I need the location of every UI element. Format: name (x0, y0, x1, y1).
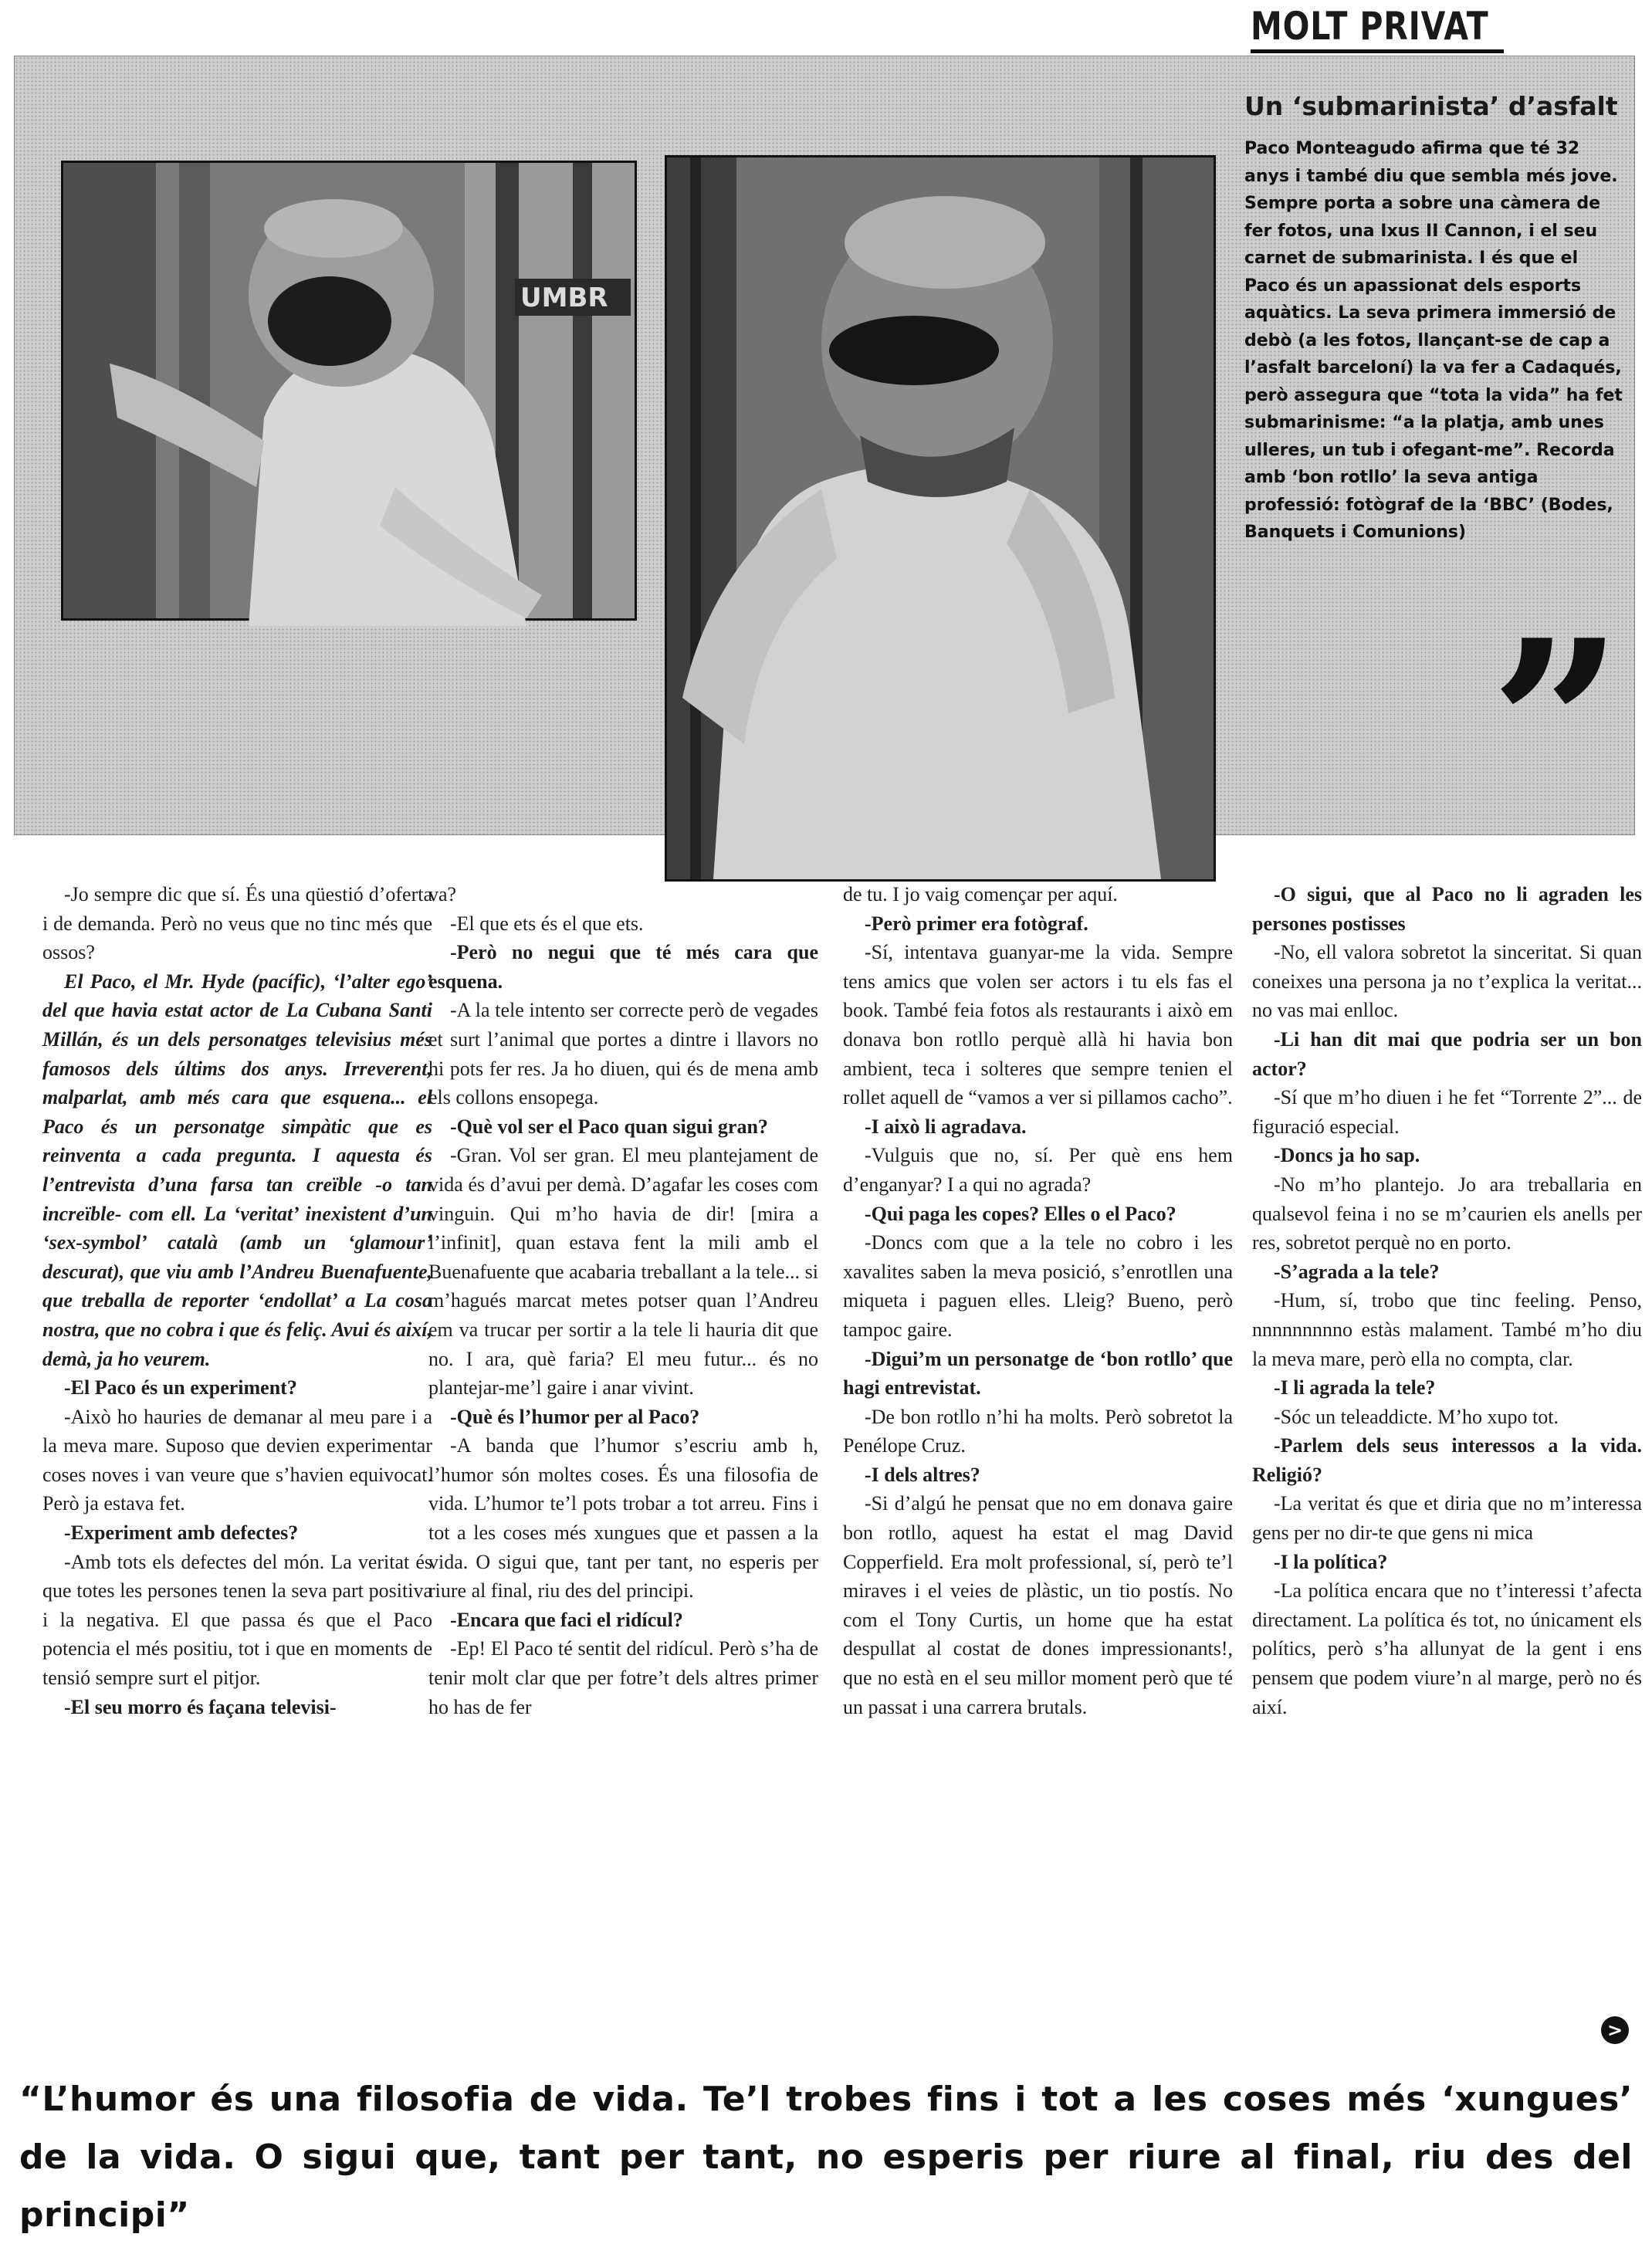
interview-question: -Encara que faci el ridícul? (450, 1608, 683, 1631)
interview-question: -O sigui, que al Paco no li agraden les persones postisses (1252, 883, 1642, 935)
interview-answer: -La veritat és que et diria que no m’interessa gens per no dir-te que gens ni mica (1252, 1492, 1642, 1545)
interview-answer: -Ep! El Paco té sentit del ridícul. Però s’ha de tenir molt clar que per fotre’t dels altres primer ho has de fer (428, 1637, 818, 1718)
interview-question: -I això li agradava. (865, 1115, 1027, 1138)
continue-arrow-icon: > (1601, 2016, 1629, 2044)
interview-answer: -A la tele intento ser correcte però de vegades et surt l’animal que portes a dintre i llavors no hi pots fer res. Ja ho diuen, qui és de mena amb els collons ensopega. (428, 999, 818, 1109)
interview-question: -Doncs ja ho sap. (1274, 1144, 1420, 1167)
article-column-1 (42, 880, 432, 1721)
interview-answer: -Gran. Vol ser gran. El meu plantejament de vida és d’avui per demà. D’agafar les coses com vinguin. Qui m’ho havia de dir! [mira a l’infinit], quan estava fent la mili amb el Buenafuente que acabaria treballant a la tele... si m’hagués marcat metes potser quan l’Andreu em va trucar per sortir a la tele li hauria dit que no. I ara, què faria? El meu futur... és no plantejar-me’l gaire i anar vivint. (428, 1144, 818, 1400)
interview-answer: -Sóc un teleaddicte. M’ho xupo tot. (1274, 1405, 1559, 1428)
photo-diver-wall (61, 161, 637, 621)
interview-answer: -El que ets és el que ets. (450, 912, 644, 935)
interview-answer: -No m’ho plantejo. Jo ara treballaria en qualsevol feina i no se m’caurien els anells per res, sobretot perquè no en porto. (1252, 1173, 1642, 1254)
pull-quote: “L’humor és una filosofia de vida. Te’l trobes fins i tot a les coses més ‘xungues’ de la vida. O sigui que, tant per tant, no esperis per riure al final, riu des del principi” (19, 2080, 1633, 2235)
photo-man-sweater (665, 155, 1216, 882)
interview-answer: -Sí que m’ho diuen i he fet “Torrente 2”... de figuració especial. (1252, 1086, 1642, 1138)
interview-answer: -Doncs com que a la tele no cobro i les xavalites saben la meva posició, s’enrotllen una miqueta i paguen elles. Lleig? Bueno, però tampoc gaire. (843, 1231, 1233, 1341)
kicker-header: MOLT PRIVAT (1251, 3, 1504, 53)
interview-question: -Digui’m un personatge de ‘bon rotllo’ que hagi entrevistat. (843, 1347, 1233, 1400)
interview-question: -Què vol ser el Paco quan sigui gran? (450, 1115, 768, 1138)
interview-question: -S’agrada a la tele? (1274, 1260, 1440, 1283)
interview-answer: -No, ell valora sobretot la sinceritat. Si quan coneixes una persona ja no t’explica la veritat... no vas mai enlloc. (1252, 941, 1642, 1022)
interview-question: -I la política? (1274, 1550, 1388, 1573)
article-column-4 (1252, 880, 1642, 1721)
interview-answer: de tu. I jo vaig començar per aquí. (843, 883, 1118, 905)
sidebar-text: Paco Monteagudo afirma que té 32 anys i també diu que sembla més jove. Sempre porta a sobre una càmera de fer fotos, una Ixus II Cannon, i el seu carnet de submarinista. I és que el Paco és un apassionat dels esports aquàtics. La seva primera immersió de debò (a les fotos, llançant-se de cap a l’asfalt barceloní) la va fer a Cadaqués, però assegura que “tota la vida” ha fet submarinisme: “a la platja, amb unes ulleres, un tub i ofegant-me”. Recorda amb ‘bon rotllo’ la seva antiga professió: fotògraf de la ‘BBC’ (Bodes, Banquets i Comunions) (1244, 139, 1623, 542)
interview-question: -Parlem dels seus interessos a la vida. Religió? (1252, 1434, 1642, 1486)
interview-answer: va? (428, 883, 457, 905)
interview-question: -I dels altres? (865, 1463, 980, 1486)
interview-answer: -Vulguis que no, sí. Per què ens hem d’enganyar? I a qui no agrada? (843, 1144, 1233, 1196)
interview-question: -Però no negui que té més cara que esquena. (428, 941, 818, 993)
interview-question: -El Paco és un experiment? (64, 1376, 297, 1400)
shirt-logo-text: UMBR (520, 283, 608, 313)
closing-quote-glyph: ” (1490, 589, 1623, 861)
interview-question: -Experiment amb defectes? (64, 1521, 299, 1545)
interview-question: -I li agrada la tele? (1274, 1376, 1436, 1400)
interview-answer: -Això ho hauries de demanar al meu pare i a la meva mare. Suposo que devien experimentar coses noves i van veure que s’havien equivocat. Però ja estava fet. (42, 1405, 432, 1515)
intro-paragraph: El Paco, el Mr. Hyde (pacífic), ‘l’alter ego’ del que havia estat actor de La Cubana Santi Millán, és un dels personatges televisius més famosos dels últims dos anys. Irreverent, malparlat, amb més cara que esquena... el Paco és un personatge simpàtic que es reinventa a cada pregunta. I aquesta és l’entrevista d’una farsa tan creïble -o tan increïble- com ell. La ‘veritat’ inexistent d’un ‘sex-symbol’ català (amb un ‘glamour’ descurat), que viu amb l’Andreu Buenafuente, que treballa de reporter ‘endollat’ a La cosa nostra, que no cobra i que és feliç. Avui és així, demà, ja ho veurem. (42, 970, 432, 1370)
interview-answer: -La política encara que no t’interessi t’afecta directament. La política és tot, no únicament els polítics, però s’ha allunyat de la gent i ens pensem que podem viure’n al marge, però no és així. (1252, 1579, 1642, 1718)
interview-answer: -Sí, intentava guanyar-me la vida. Sempre tens amics que volen ser actors i tu els fas el book. També feia fotos als restaurants i això em donava bon rotllo perquè allà hi havia bon ambient, teca i solteres que sempre tenien el rollet aquell de “vamos a ver si pillamos cacho”. (843, 941, 1233, 1109)
interview-question: -Qui paga les copes? Elles o el Paco? (865, 1202, 1176, 1225)
interview-answer: -Amb tots els defectes del món. La veritat és que totes les persones tenen la seva part positiva i la negativa. El que passa és que el Paco potencia el més positiu, tot i que en moments de tensió sempre surt el pitjor. (42, 1550, 432, 1690)
interview-answer: -A banda que l’humor s’escriu amb h, l’humor són moltes coses. És una filosofia de vida. L’humor te’l pots trobar a tot arreu. Fins i tot a les coses més xungues que et passen a la vida. O sigui que, tant per tant, no esperis per riure al final, riu des del principi. (428, 1434, 818, 1603)
interview-answer: -Jo sempre dic que sí. És una qüestió d’oferta i de demanda. Però no veus que no tinc més que ossos? (42, 883, 432, 964)
interview-answer: -Hum, sí, trobo que tinc feeling. Penso, nnnnnnnnno estàs malament. També m’ho diu la meva mare, però ella no compta, clar. (1252, 1289, 1642, 1370)
interview-answer: -Si d’algú he pensat que no em donava gaire bon rotllo, aquest ha estat el mag David Copperfield. Era molt professional, sí, però te’l miraves i el veies de plàstic, un tio postís. No com el Tony Curtis, un home que ha estat despullat al costat de dones impressionants!, que no està en el seu millor moment però que té un passat i una carrera brutals. (843, 1492, 1233, 1718)
interview-question: -Què és l’humor per al Paco? (450, 1405, 700, 1428)
interview-question: -El seu morro és façana televisi- (64, 1695, 337, 1718)
sidebar-title: Un ‘submarinista’ d’asfalt (1244, 91, 1618, 121)
interview-answer: -De bon rotllo n’hi ha molts. Però sobretot la Penélope Cruz. (843, 1405, 1233, 1457)
interview-question: -Li han dit mai que podria ser un bon actor? (1252, 1027, 1642, 1080)
interview-question: -Però primer era fotògraf. (865, 912, 1088, 935)
article-column-3 (843, 880, 1233, 1721)
article-column-2 (428, 880, 818, 1721)
